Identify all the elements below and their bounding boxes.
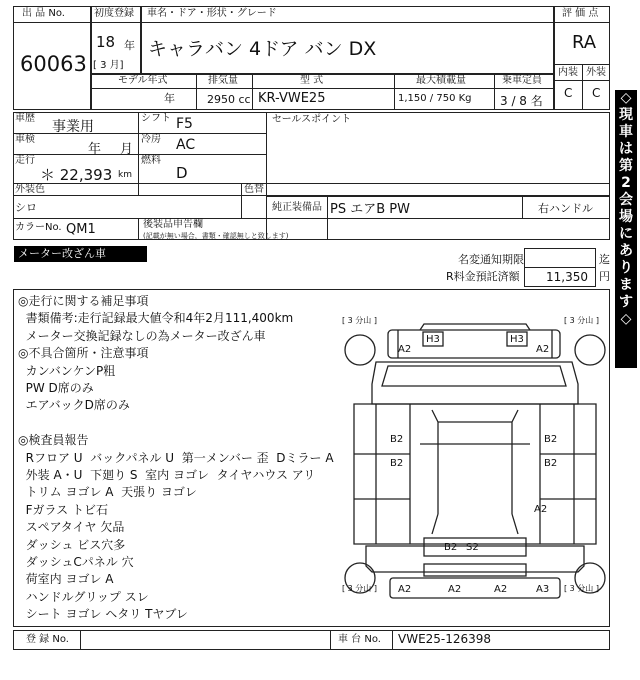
note-line: Rフロア U バックパネル U 第一メンバー 歪 Dミラー A <box>18 450 334 465</box>
venue-notice-char: 現 <box>619 107 633 123</box>
ac: AC <box>176 137 196 153</box>
type: KR-VWE25 <box>258 91 326 106</box>
rating-value: RA <box>572 32 597 53</box>
damage-mark: A2 <box>534 504 548 515</box>
model-year-unit: 年 <box>164 92 175 105</box>
inspection-month: 月 <box>120 142 134 157</box>
ac-label: 冷房 <box>141 134 161 145</box>
damage-mark: H3 <box>426 334 440 345</box>
damage-mark: B2 <box>544 434 558 445</box>
lot-no-label: 出 品 No. <box>22 8 65 19</box>
damage-mark: S2 <box>466 542 479 553</box>
venue-notice-char: 2 <box>621 175 631 191</box>
model-year-label: モデル年式 <box>118 75 168 86</box>
note-line: 外装 A・U 下廻り S 室内 ヨゴレ タイヤハウス アリ <box>18 468 316 482</box>
damage-mark: B2 <box>390 458 404 469</box>
note-line: シート ヨゴレ ヘタリ Tヤブレ <box>18 607 188 622</box>
damage-mark: A2 <box>536 344 550 355</box>
color-no-label: カラーNo. <box>15 222 62 233</box>
rating-label: 評 価 点 <box>562 8 599 19</box>
damage-mark: H3 <box>510 334 524 345</box>
type-label: 型 式 <box>300 75 324 86</box>
venue-notice-char: 車 <box>619 124 633 140</box>
mileage: ＊ 22,393 <box>40 166 113 184</box>
tire-br-label: [ 3 分山 ] <box>564 584 599 593</box>
venue-notice <box>615 90 637 368</box>
first-reg-month: [ 3 月] <box>93 60 124 71</box>
equipment-label: 純正装備品 <box>272 202 322 213</box>
displacement: 2950 cc <box>207 93 251 106</box>
name-change-box <box>524 248 596 268</box>
color-no: QM1 <box>66 222 96 237</box>
damage-mark: A3 <box>536 584 550 595</box>
tire-bl-label: [ 3 分山 ] <box>342 584 377 593</box>
damage-mark: B2 <box>544 458 558 469</box>
venue-notice-char: ◇ <box>620 90 632 106</box>
sales-point-label: セールスポイント <box>272 114 352 125</box>
damage-mark: A2 <box>494 584 508 595</box>
damage-mark: A2 <box>398 584 412 595</box>
interior-label: 内装 <box>558 67 578 78</box>
tire-tl-label: [ 3 分山 ] <box>342 316 377 325</box>
chassis-label: 車 台 No. <box>338 634 381 645</box>
tire-tr-label: [ 3 分山 ] <box>564 316 599 325</box>
venue-notice-char: 会 <box>619 192 633 208</box>
venue-notice-char: 場 <box>619 209 633 225</box>
car-name-label: 車名・ドア・形状・グレード <box>147 8 277 19</box>
name-change-unit: 迄 <box>599 253 610 266</box>
note-line: ◎検査員報告 <box>18 433 89 448</box>
first-reg-label: 初度登録 <box>94 8 134 19</box>
note-line: Fガラス トビ石 <box>18 502 108 517</box>
mileage-unit: km <box>118 170 132 180</box>
venue-notice-char: ◇ <box>620 311 632 327</box>
note-line: 書類備考:走行記録最大値令和4年2月111,400km <box>18 311 294 326</box>
chassis-no: VWE25-126398 <box>398 632 492 646</box>
shift: F5 <box>176 116 193 132</box>
damage-mark: B2 <box>444 542 458 553</box>
damage-mark: A2 <box>448 584 462 595</box>
equipment: PS エアB PW <box>330 202 410 217</box>
recycle-value: 11,350 <box>546 270 588 284</box>
recycle-label: R料金預託済額 <box>446 270 520 283</box>
note-line: ハンドルグリップ スレ <box>18 589 149 604</box>
venue-notice-char: に <box>619 226 633 242</box>
inspection-label: 車検 <box>15 134 35 145</box>
note-line: ダッシュCパネル 穴 <box>18 555 134 569</box>
interior-grade: C <box>564 86 573 100</box>
footer-row <box>13 630 610 650</box>
displacement-label: 排気量 <box>208 75 238 86</box>
note-line: トリム ヨゴレ A 天張り ヨゴレ <box>18 485 197 500</box>
ext-color-label: 外装色 <box>15 184 45 195</box>
lot-no: 60063 <box>20 52 87 76</box>
fuel: D <box>176 164 188 182</box>
history-label: 車歴 <box>15 113 35 124</box>
note-line: エアバックD席のみ <box>18 398 130 413</box>
venue-notice-char: り <box>619 260 633 276</box>
note-line: ◎走行に関する補足事項 <box>18 294 149 308</box>
reg-no-label: 登 録 No. <box>26 634 69 645</box>
inspection-year: 年 <box>88 142 102 157</box>
first-reg-year-unit: 年 <box>124 39 135 52</box>
note-line: スペアタイヤ 欠品 <box>18 520 125 535</box>
note-line: ◎不具合箇所・注意事項 <box>18 346 149 361</box>
aftermarket-note: (記載が無い場合，書類・確認無しと致します) <box>143 232 289 240</box>
note-line: カンバンケンP粗 <box>18 363 116 378</box>
handle: 右ハンドル <box>538 202 593 215</box>
car-name: キャラバン 4ドア バン DX <box>148 38 377 60</box>
ext-color: シロ <box>15 201 37 214</box>
capacity: 3 / 8 名 <box>500 94 543 108</box>
fuel-label: 燃料 <box>141 155 161 166</box>
capacity-label: 乗車定員 <box>502 75 542 86</box>
name-change-label: 名変通知期限 <box>458 253 524 266</box>
first-reg-year: 18 <box>96 33 116 51</box>
mileage-label: 走行 <box>15 155 35 166</box>
venue-notice-char: あ <box>619 243 633 259</box>
car-diagram <box>340 314 610 614</box>
note-line: ダッシュ ビス穴多 <box>18 537 126 552</box>
recycle-unit: 円 <box>599 270 610 283</box>
damage-mark: A2 <box>398 344 412 355</box>
note-line: PW D席のみ <box>18 381 94 395</box>
venue-notice-char: 第 <box>619 158 633 174</box>
history: 事業用 <box>52 119 94 135</box>
venue-notice-char: す <box>619 294 633 310</box>
venue-notice-char: は <box>619 141 633 157</box>
meter-tampered-badge: メーター改ざん車 <box>14 246 147 262</box>
aftermarket-label: 後装品申告欄 <box>143 219 203 230</box>
shift-label: シフト <box>141 113 171 124</box>
venue-notice-char: ま <box>619 277 633 293</box>
max-load: 1,150 / 750 Kg <box>398 93 472 104</box>
max-load-label: 最大積載量 <box>416 75 466 86</box>
exterior-label: 外装 <box>586 67 606 78</box>
note-line: 荷室内 ヨゴレ A <box>18 572 114 587</box>
note-line: メーター交換記録なしの為メーター改ざん車 <box>18 328 266 343</box>
exterior-grade: C <box>592 86 601 100</box>
damage-mark: B2 <box>390 434 404 445</box>
color-change-label: 色替 <box>244 184 264 195</box>
